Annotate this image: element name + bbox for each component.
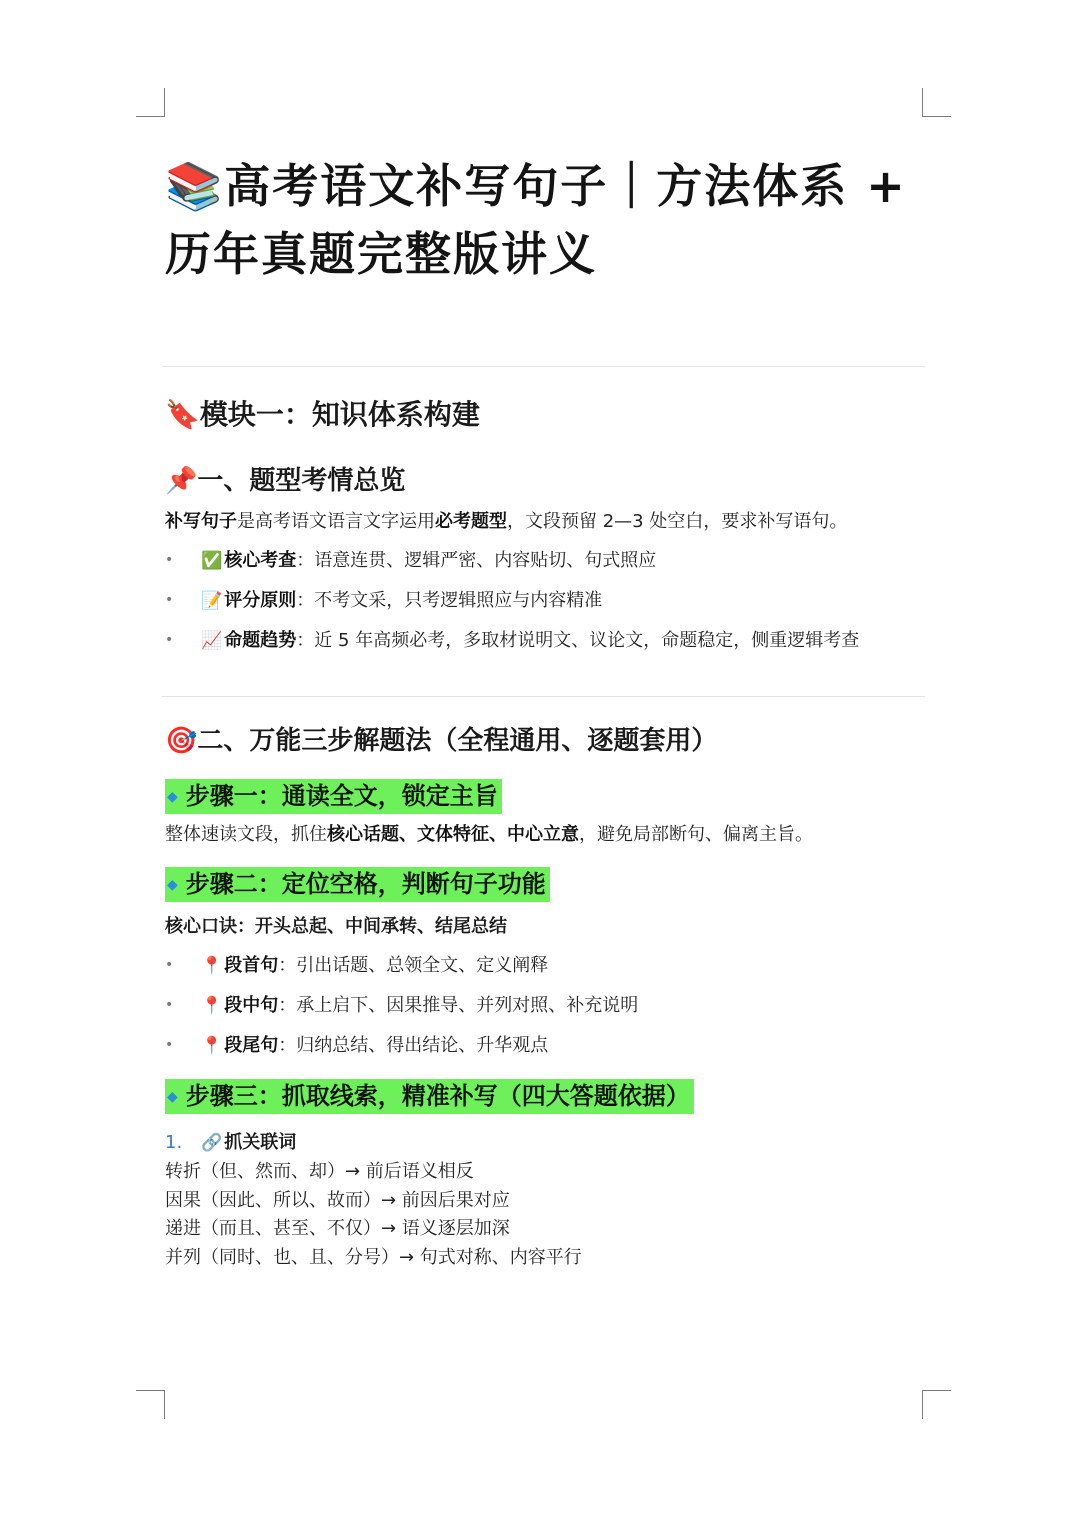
list-item	[165, 1031, 925, 1061]
diamond-icon: ◆	[167, 789, 178, 805]
item-label: 核心考查	[224, 550, 297, 571]
crop-mark-bottom-right	[922, 1390, 951, 1419]
step-label: 步骤一：通读全文，锁定主旨	[185, 782, 498, 810]
paragraph-text: ，避免局部断句、偏离主旨。	[579, 824, 813, 845]
bullet-dot: •	[165, 632, 174, 648]
bold-term: 补写句子	[165, 511, 237, 532]
list-item	[165, 951, 925, 981]
numbered-item	[165, 1128, 925, 1158]
section-heading-overview: 📌一、题型考情总览	[165, 466, 406, 496]
crop-mark-top-right	[922, 88, 951, 117]
diamond-icon: ◆	[167, 1089, 178, 1105]
item-label: 评分原则	[224, 590, 297, 611]
item-label: 抓关联词	[224, 1132, 297, 1153]
list-item	[165, 626, 925, 656]
overview-bullet-list	[165, 546, 925, 656]
sentence-position-list	[165, 951, 925, 1061]
title-line-1: 📚高考语文补写句子｜方法体系 +	[165, 159, 907, 213]
item-text: ：不考文采，只考逻辑照应与内容精准	[296, 590, 603, 611]
divider	[162, 696, 925, 697]
step-one-heading	[165, 779, 502, 814]
pin-icon: 📍	[201, 996, 223, 1016]
bullet-dot: •	[165, 997, 174, 1013]
item-label: 段中句	[224, 995, 279, 1016]
item-text: ：引出话题、总领全文、定义阐释	[278, 955, 549, 976]
link-icon: 🔗	[201, 1133, 223, 1153]
paragraph-text: 整体速读文段，抓住	[165, 824, 327, 845]
paragraph-text: 是高考语文语言文字运用	[237, 511, 435, 532]
bullet-dot: •	[165, 957, 174, 973]
step-one-paragraph	[165, 820, 925, 849]
item-text: ：承上启下、因果推导、并列对照、补充说明	[278, 995, 639, 1016]
checkmark-icon: ✅	[201, 551, 223, 571]
document-title	[165, 152, 925, 288]
step-label: 步骤二：定位空格，判断句子功能	[185, 870, 546, 898]
divider	[162, 366, 925, 367]
section-heading-method: 🎯二、万能三步解题法（全程通用、逐题套用）	[165, 726, 718, 756]
item-text: ：近 5 年高频必考，多取材说明文、议论文，命题稳定，侧重逻辑考查	[296, 630, 860, 651]
connector-line: 递进（而且、甚至、不仅）→ 语义逐层加深	[165, 1218, 510, 1239]
list-number: 1.	[165, 1132, 183, 1153]
crop-mark-bottom-left	[136, 1390, 165, 1419]
memo-icon: 📝	[201, 591, 223, 611]
list-item	[165, 546, 925, 576]
module-heading: 🔖模块一：知识体系构建	[165, 398, 480, 431]
step-three-heading	[165, 1079, 694, 1114]
crop-mark-top-left	[136, 88, 165, 117]
connector-line: 并列（同时、也、且、分号）→ 句式对称、内容平行	[165, 1246, 582, 1268]
title-line-2: 历年真题完整版讲义	[165, 227, 597, 281]
bullet-dot: •	[165, 592, 174, 608]
overview-paragraph	[165, 507, 925, 536]
item-text: ：语意连贯、逻辑严密、内容贴切、句式照应	[296, 550, 657, 571]
bullet-dot: •	[165, 552, 174, 568]
chart-up-icon: 📈	[201, 631, 223, 651]
connector-line: 转折（但、然而、却）→ 前后语义相反	[165, 1161, 474, 1182]
pin-icon: 📍	[201, 956, 223, 976]
document-page	[165, 152, 925, 1272]
bold-term: 必考题型	[435, 511, 507, 532]
bullet-dot: •	[165, 1037, 174, 1053]
key-formula: 核心口诀：开头总起、中间承转、结尾总结	[165, 916, 507, 937]
connector-line: 因果（因此、所以、故而）→ 前因后果对应	[165, 1189, 510, 1211]
item-text: ：归纳总结、得出结论、升华观点	[278, 1035, 549, 1056]
step-two-heading	[165, 867, 550, 902]
step-label: 步骤三：抓取线索，精准补写（四大答题依据）	[185, 1082, 690, 1110]
list-item	[165, 586, 925, 616]
pin-icon: 📍	[201, 1036, 223, 1056]
list-item	[165, 991, 925, 1021]
bold-term: 核心话题、文体特征、中心立意	[327, 824, 579, 845]
item-label: 段首句	[224, 955, 279, 976]
paragraph-text: ，文段预留 2—3 处空白，要求补写语句。	[507, 511, 848, 532]
item-label: 段尾句	[224, 1035, 279, 1056]
item-label: 命题趋势	[224, 630, 297, 651]
diamond-icon: ◆	[167, 877, 178, 893]
